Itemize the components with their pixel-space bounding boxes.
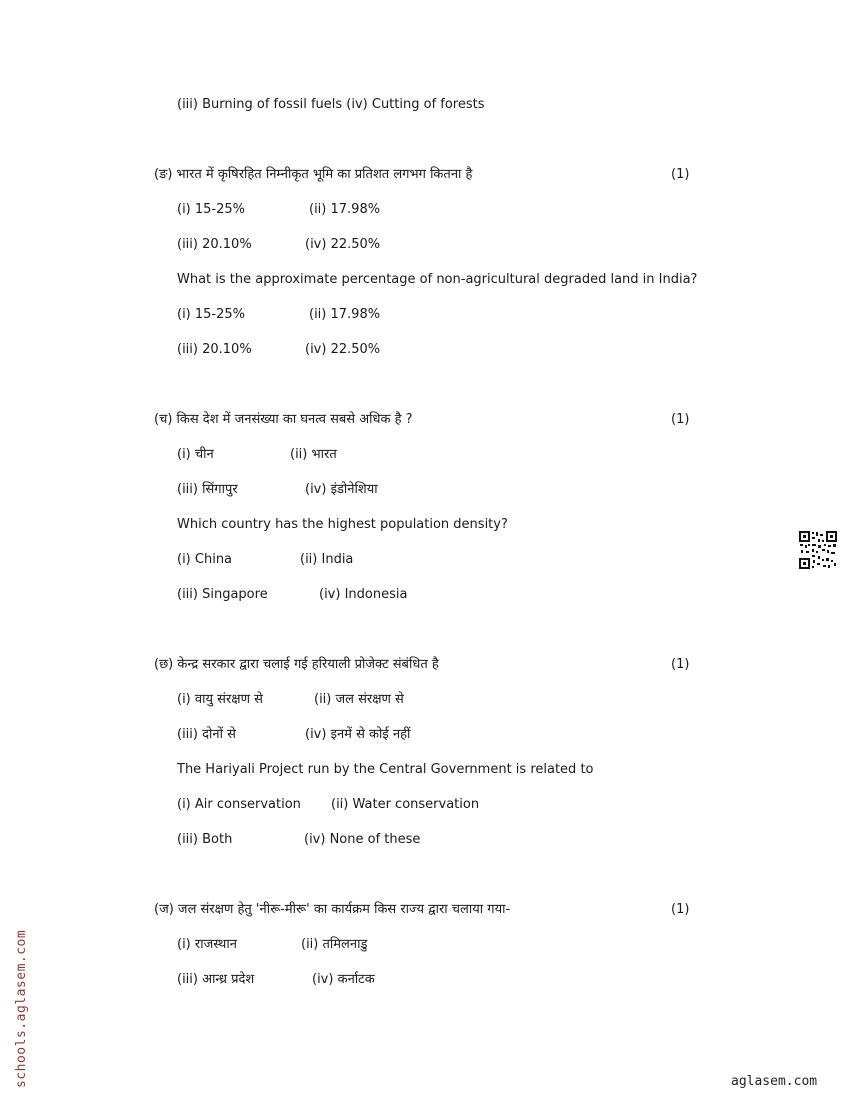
option-english-3: (iii) Singapore — [177, 587, 268, 602]
option-english-2: (ii) Water conservation — [331, 797, 480, 812]
marks: (1) — [671, 657, 690, 672]
option-hindi-3: (iii) आन्ध्र प्रदेश — [177, 972, 255, 987]
side-watermark: schools.aglasem.com — [14, 929, 29, 1088]
question-english: The Hariyali Project run by the Central Government is related to — [177, 762, 594, 777]
option-english-3: (iii) Both — [177, 832, 233, 847]
option-hindi-1: (i) चीन — [177, 447, 214, 462]
option-hindi-1: (i) राजस्थान — [177, 937, 237, 952]
option-hindi-3: (iii) सिंगापुर — [177, 482, 238, 497]
question-hindi: (ज) जल संरक्षण हेतु 'नीरू-मीरू' का कार्यक्रम किस राज्य द्वारा चलाया गया- — [154, 902, 511, 917]
option-english-1: (i) 15-25% — [177, 307, 246, 322]
marks: (1) — [671, 902, 690, 917]
continued-option-line: (iii) Burning of fossil fuels (iv) Cutting of forests — [177, 97, 485, 112]
option-hindi-1: (i) वायु संरक्षण से — [177, 692, 263, 707]
qr-code-icon — [798, 530, 838, 570]
option-english-3: (iii) 20.10% — [177, 342, 252, 357]
marks: (1) — [671, 412, 690, 427]
option-english-4: (iv) Indonesia — [319, 587, 408, 602]
option-hindi-1: (i) 15-25% — [177, 202, 246, 217]
question-english: Which country has the highest population density? — [177, 517, 508, 532]
footer-watermark: aglasem.com — [731, 1074, 818, 1089]
option-hindi-2: (ii) तमिलनाडु — [301, 937, 368, 952]
option-hindi-4: (iv) इनमें से कोई नहीं — [305, 727, 411, 742]
option-hindi-2: (ii) भारत — [290, 447, 337, 462]
option-english-2: (ii) 17.98% — [309, 307, 381, 322]
option-hindi-4: (iv) कर्नाटक — [312, 972, 375, 987]
question-english: What is the approximate percentage of non-agricultural degraded land in India? — [177, 272, 698, 287]
option-english-2: (ii) India — [300, 552, 354, 567]
marks: (1) — [671, 167, 690, 182]
option-hindi-2: (ii) जल संरक्षण से — [314, 692, 404, 707]
question-hindi: (छ) केन्द्र सरकार द्वारा चलाई गई हरियाली प्रोजेक्ट संबंधित है — [154, 657, 439, 672]
option-english-4: (iv) None of these — [304, 832, 421, 847]
option-hindi-2: (ii) 17.98% — [309, 202, 381, 217]
option-english-1: (i) Air conservation — [177, 797, 301, 812]
option-hindi-4: (iv) 22.50% — [305, 237, 381, 252]
option-hindi-4: (iv) इंडोनेशिया — [305, 482, 378, 497]
option-hindi-3: (iii) 20.10% — [177, 237, 252, 252]
option-english-1: (i) China — [177, 552, 233, 567]
option-hindi-3: (iii) दोनों से — [177, 727, 236, 742]
option-english-4: (iv) 22.50% — [305, 342, 381, 357]
question-hindi: (ङ) भारत में कृषिरहित निम्नीकृत भूमि का प्रतिशत लगभग कितना है — [154, 167, 473, 182]
question-hindi: (च) किस देश में जनसंख्या का घनत्व सबसे अधिक है ? — [154, 412, 413, 427]
